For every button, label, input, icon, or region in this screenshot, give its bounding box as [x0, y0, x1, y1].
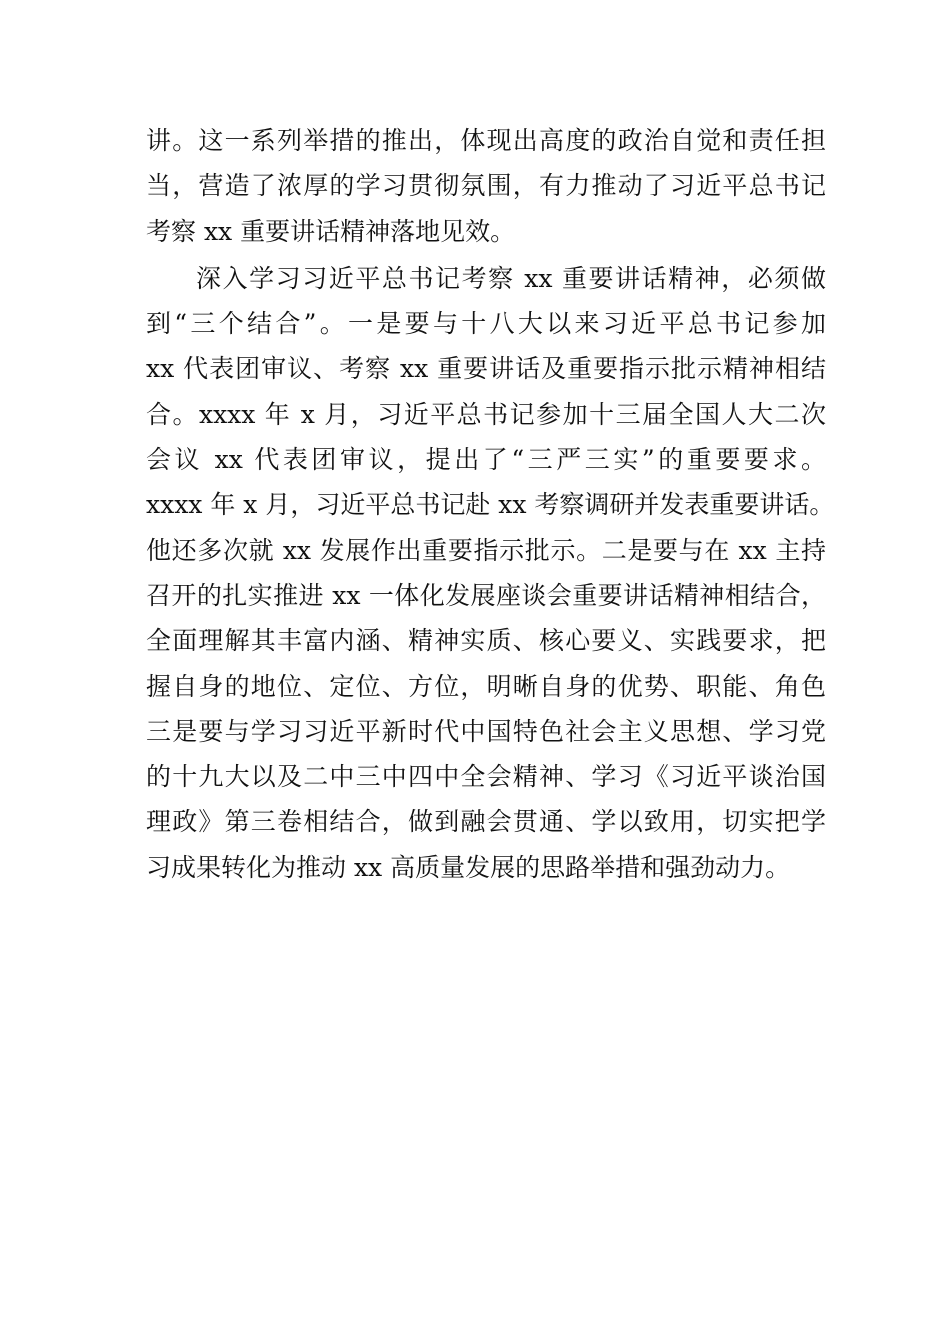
paragraph-line: 会议 xx 代表团审议，提出了“三严三实”的重要要求。: [146, 445, 826, 475]
paragraph-line: 讲。这一系列举措的推出，体现出高度的政治自觉和责任担: [146, 126, 826, 155]
paragraph-line: 握自身的地位、定位、方位，明晰自身的优势、职能、角色: [146, 671, 826, 701]
paragraph-line: 召开的扎实推进 xx 一体化发展座谈会重要讲话精神相结合，: [146, 580, 826, 610]
paragraph-line: 当，营造了浓厚的学习贯彻氛围，有力推动了习近平总书记: [146, 171, 826, 201]
paragraph-line: 的十九大以及二中三中四中全会精神、学习《习近平谈治国: [146, 762, 826, 792]
paragraph-line: xx 代表团审议、考察 xx 重要讲话及重要指示批示精神相结: [146, 354, 826, 384]
document-body: [146, 118, 835, 890]
paragraph-line: 考察 xx 重要讲话精神落地见效。: [146, 216, 516, 246]
paragraph-line: 三是要与学习习近平新时代中国特色社会主义思想、学习党: [146, 716, 826, 746]
paragraph-line: 全面理解其丰富内涵、精神实质、核心要义、实践要求，把: [146, 626, 826, 656]
paragraph-1: [146, 118, 826, 254]
paragraph-line: 习成果转化为推动 xx 高质量发展的思路举措和强劲动力。: [146, 852, 791, 882]
paragraph-2: [146, 256, 835, 890]
paragraph-line: 理政》第三卷相结合，做到融会贯通、学以致用，切实把学: [146, 807, 826, 837]
paragraph-line: 他还多次就 xx 发展作出重要指示批示。二是要与在 xx 主持: [146, 535, 826, 565]
paragraph-line: 深入学习习近平总书记考察 xx 重要讲话精神，必须做: [196, 263, 826, 293]
paragraph-line: 到“三个结合”。一是要与十八大以来习近平总书记参加: [146, 309, 826, 339]
paragraph-line: 合。xxxx 年 x 月，习近平总书记参加十三届全国人大二次: [146, 399, 826, 429]
paragraph-line: xxxx 年 x 月，习近平总书记赴 xx 考察调研并发表重要讲话。: [146, 490, 835, 520]
